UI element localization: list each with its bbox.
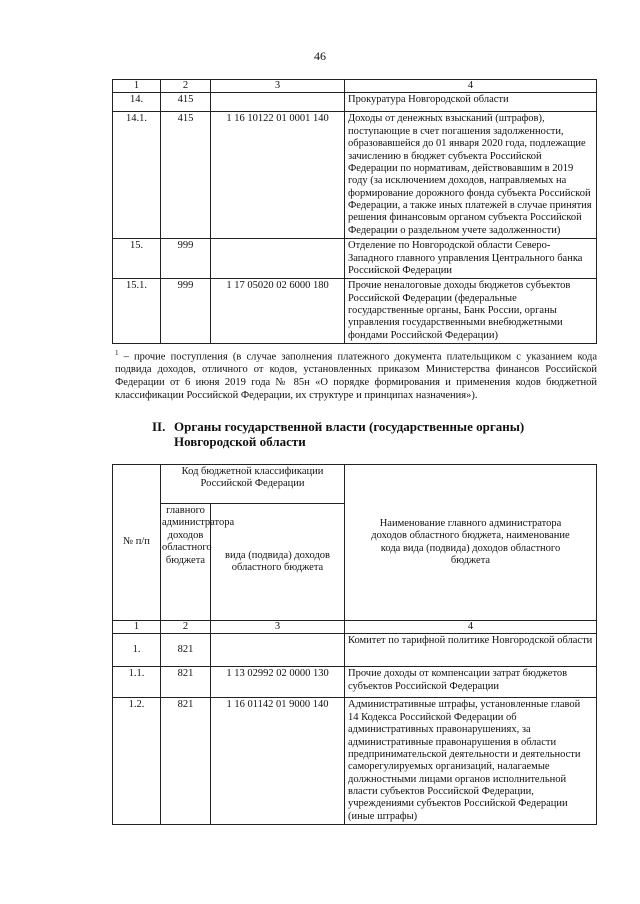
column-number-row — [113, 80, 597, 93]
table-row — [113, 239, 597, 279]
revenue-name: Прочие доходы от компенсации затрат бюджетов субъектов Российской Федерации — [345, 667, 597, 698]
header-row — [113, 465, 597, 504]
revenue-name: Отделение по Новгородской области Северо-Западного главного управления Центрального банка Российской Федерации — [345, 239, 597, 279]
table-row — [113, 634, 597, 667]
revenue-code: 1 16 10122 01 0001 140 — [211, 112, 345, 239]
revenue-name: Комитет по тарифной политике Новгородской области — [345, 634, 597, 667]
section-title-line-1: Органы государственной власти (государственные органы) — [174, 419, 525, 434]
table-row — [113, 698, 597, 825]
col-number-2: 2 — [161, 621, 211, 634]
revenue-administrators-table — [112, 464, 597, 825]
col-number-2: 2 — [161, 80, 211, 93]
footnote-marker: 1 — [115, 349, 119, 357]
col-number-4: 4 — [345, 80, 597, 93]
col-number-3: 3 — [211, 80, 345, 93]
revenue-code: 1 16 01142 01 9000 140 — [211, 698, 345, 825]
header-code-group: Код бюджетной классификации Российской Федерации — [161, 465, 345, 504]
header-name: Наименование главного администратора доходов областного бюджета, наименование кода вида (подвида) доходов областного бюджета — [345, 465, 597, 621]
row-number: 1. — [113, 634, 161, 667]
column-number-row — [113, 621, 597, 634]
revenue-name: Прочие неналоговые доходы бюджетов субъектов Российской Федерации (федеральные государственные органы, Банк России, органы управления государственными внебюджетными фондами Российской Федерации) — [345, 279, 597, 344]
header-revenue-code: вида (подвида) доходов областного бюджета — [211, 504, 345, 621]
revenue-name: Доходы от денежных взысканий (штрафов), поступающие в счет погашения задолженности, образовавшейся до 01 января 2020 года, подлежащие зачислению в бюджет субъекта Российской Федерации по нормативам, действовавшим в 2019 году (за исключением доходов, направляемых на формирование дорожного фонда субъекта Российской Федерации, а также иных платежей в случае принятия решения финансовым органом субъекта Российской Федерации о раздельном учете задолженности) — [345, 112, 597, 239]
admin-code: 415 — [161, 112, 211, 239]
section-title — [174, 420, 524, 450]
table-row — [113, 667, 597, 698]
table-row — [113, 112, 597, 239]
page-number: 46 — [314, 49, 326, 63]
revenue-name: Прокуратура Новгородской области — [345, 93, 597, 112]
revenue-code — [211, 239, 345, 279]
table-row — [113, 93, 597, 112]
table-row — [113, 279, 597, 344]
revenue-code — [211, 93, 345, 112]
row-number: 15. — [113, 239, 161, 279]
header-row-number: № п/п — [113, 465, 161, 621]
col-number-4: 4 — [345, 621, 597, 634]
admin-code: 821 — [161, 667, 211, 698]
section-number: II. — [152, 419, 166, 434]
admin-code: 415 — [161, 93, 211, 112]
row-number: 14. — [113, 93, 161, 112]
col-number-1: 1 — [113, 80, 161, 93]
revenue-code — [211, 634, 345, 667]
footnote-text: – прочие поступления (в случае заполнения платежного документа плательщиком с указанием кода подвида доходов, отличного от кодов, установленных приказом Министерства финансов Российской Федерации от 6 июня 2019 года № 85н «О порядке формирования и применения кодов бюджетной классификации Российской Федерации, их структуре и принципах назначения»). — [115, 351, 597, 401]
admin-code: 821 — [161, 634, 211, 667]
section-title-line-2: Новгородской области — [174, 433, 306, 449]
header-admin-code: главного администратора доходов областного бюджета — [161, 504, 211, 621]
revenue-code: 1 13 02992 02 0000 130 — [211, 667, 345, 698]
admin-code: 999 — [161, 279, 211, 344]
row-number: 14.1. — [113, 112, 161, 239]
col-number-3: 3 — [211, 621, 345, 634]
revenue-table-continued — [112, 79, 597, 344]
revenue-name: Административные штрафы, установленные главой 14 Кодекса Российской Федерации об административных правонарушениях, за административные правонарушения в области предпринимательской деятельности и деятельности саморегулируемых организаций, налагаемые должностными лицами органов исполнительной власти субъектов Российской Федерации, учреждениями субъектов Российской Федерации (иные штрафы) — [345, 698, 597, 825]
admin-code: 999 — [161, 239, 211, 279]
footnote — [115, 349, 597, 403]
row-number: 1.1. — [113, 667, 161, 698]
revenue-code: 1 17 05020 02 6000 180 — [211, 279, 345, 344]
row-number: 1.2. — [113, 698, 161, 825]
col-number-1: 1 — [113, 621, 161, 634]
admin-code: 821 — [161, 698, 211, 825]
row-number: 15.1. — [113, 279, 161, 344]
